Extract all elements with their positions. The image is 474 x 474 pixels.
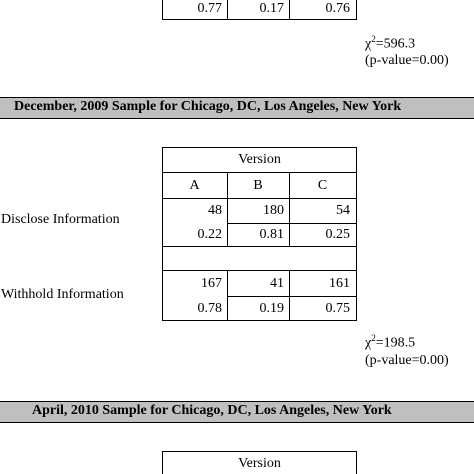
disclose-count-a: 48 [208, 203, 222, 218]
disclose-count-c: 54 [336, 203, 350, 218]
disclose-prop-b: 0.81 [259, 227, 284, 242]
prev-chi-square: $\chi^2=596.3$ [365, 34, 416, 52]
section-title-dec-2009: December, 2009 Sample for Chicago, DC, Los Angeles, New York [14, 99, 402, 114]
disclose-prop-a: 0.22 [197, 227, 222, 242]
withhold-prop-b: 0.19 [259, 301, 284, 316]
column-header-c: C [317, 178, 328, 193]
withhold-count-a: 167 [201, 276, 222, 291]
apr-version-header: Version [238, 456, 281, 471]
disclose-count-b: 180 [263, 203, 284, 218]
disclose-prop-c: 0.25 [325, 227, 350, 242]
dec-2009-chi-square: $\chi^2=198.5$ [365, 333, 416, 351]
prev-prop-a: 0.77 [197, 1, 222, 16]
withhold-count-c: 161 [329, 276, 350, 291]
prev-prop-c: 0.76 [325, 1, 350, 16]
dec-2009-p-value: (p-value=0.00) [365, 353, 449, 368]
withhold-prop-c: 0.75 [325, 301, 350, 316]
row-label-disclose: Disclose Information [1, 212, 120, 227]
withhold-count-b: 41 [270, 276, 284, 291]
row-label-withhold: Withhold Information [1, 287, 124, 302]
section-title-apr-2010: April, 2010 Sample for Chicago, DC, Los Angeles, New York [32, 403, 392, 418]
column-header-a: A [189, 178, 200, 193]
version-header: Version [238, 152, 281, 167]
column-header-b: B [253, 178, 263, 193]
prev-p-value: (p-value=0.00) [365, 53, 449, 68]
withhold-prop-a: 0.78 [197, 301, 222, 316]
prev-prop-b: 0.17 [259, 1, 284, 16]
